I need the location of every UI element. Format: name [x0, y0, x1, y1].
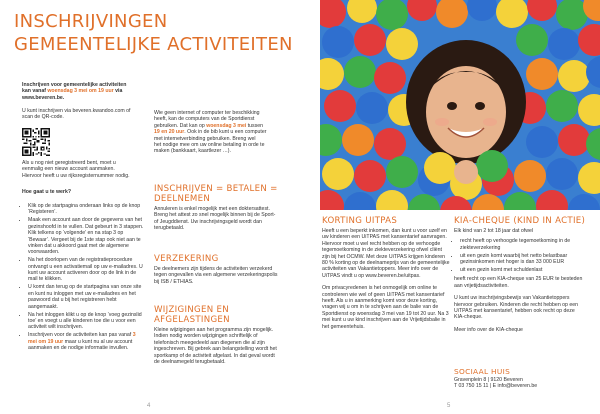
step-item: • Maak een account aan door de gegevens van het gezinshoofd in te vullen. Dat gebeurt in 3 stappen. Klik telkens op ‘volgende’ en na stap 3 op ‘Bewaar’. Vergeet bij de 1ste stap ook niet aan te vinken dat u akkoord gaat met de algemene voorwaarden. [28, 217, 144, 255]
page-number-right: 5 [447, 403, 451, 409]
changes-heading-line: WIJZIGINGEN EN [154, 305, 229, 315]
steps-list [22, 203, 144, 353]
step-item [28, 332, 144, 351]
sociaal-huis-phone-email: T 03 750 15 11 | E info@beveren.be [454, 383, 538, 390]
no-computer-text-c: tussen [246, 122, 264, 129]
kia-text [454, 228, 586, 333]
no-account-line: Als u nog niet geregistreerd bent, moet u [22, 160, 116, 166]
how-heading: Hoe gaat u te werk? [22, 189, 72, 195]
no-account-text [22, 160, 144, 179]
qr-code[interactable] [22, 128, 50, 156]
page-number-left: 4 [147, 403, 151, 409]
ball-pit-illustration [320, 0, 600, 210]
kia-bullet: • uit een gezin komt met schuldenlast [460, 267, 586, 273]
sociaal-huis-address: Gravenplein 8 | 9120 Beveren [454, 377, 523, 383]
sociaal-huis-heading: SOCIAAL HUIS [454, 367, 511, 376]
payment-heading-line: DEELNEMEN [154, 194, 211, 204]
kia-paragraph: U kunt uw inschrijvingsbewijs van Vakantietoppers hiervoor gebruiken. Kinderen die recht hebben op een UiTPAS met kansentarief, hebben ook recht op deze KIA-cheque. [454, 295, 579, 321]
intro-line: Inschrijven voor gemeentelijke activiteiten [22, 82, 127, 88]
page-title-line1: INSCHRIJVINGEN [14, 11, 168, 32]
intro-text [22, 82, 144, 101]
qr-instructions [22, 108, 144, 121]
step-item: • Klik op de startpagina onderaan links op de knop ‘Registeren’. [28, 203, 144, 216]
kia-bullet: • recht heeft op verhoogde tegemoetkoming in de ziekteverzekering [460, 238, 586, 251]
kia-heading: KIA-CHEQUE (KIND IN ACTIE) [454, 216, 586, 226]
changes-text: Kleine wijzigingen aan het programma zijn mogelijk. Indien nodig worden wijzigingen schriftelijk of telefonisch meegedeeld aan diegenen die al zijn ingeschreven. Bij gebrek aan belangstelling wordt het sportkamp of de activiteit afgelast. In dat geval wordt de deelnamegeld terugbetaald. [154, 327, 277, 366]
no-computer-line: heeft, kan de computers van de Sportdienst [154, 116, 255, 123]
page-title-line2: GEMEENTELIJKE ACTIVITEITEN [14, 34, 293, 55]
no-computer-time: 19 en 20 uur [154, 129, 185, 136]
no-computer-line: met internetverbinding gebruiken. Breng wel [154, 135, 256, 142]
intro-website[interactable]: www.beveren.be. [22, 94, 65, 101]
kia-paragraph: heeft recht op een KIA-cheque van 25 EUR te besteden aan vrijetijdsactiviteiten. [454, 276, 583, 289]
intro-text-c: via [113, 88, 123, 95]
changes-heading-line: AFGELASTINGEN [154, 315, 230, 325]
intro-date: woensdag 3 mei om 19 uur [47, 88, 114, 95]
no-computer-line: het nodige mee om uw online betaling in orde te [154, 142, 265, 149]
payment-heading-line: INSCHRIJVEN = BETALEN = [154, 184, 278, 194]
step-item: • Na het inloggen klikt u op de knop ‘voeg gezinslid toe’ en voegt u alle kinderen toe die u voor een activiteit wilt inschrijven. [28, 312, 144, 331]
no-computer-text-a: gebruiken. Dat kan op [154, 122, 207, 129]
qr-text-line: U kunt inschrijven via beveren.kwandoo.com of [22, 108, 131, 114]
payment-heading [154, 184, 278, 204]
uitpas-heading: KORTING UITPAS [322, 216, 398, 226]
step-date: 3 mei om 19 uur [28, 332, 136, 345]
step-text: Inschrijven voor de activiteiten kan pas vanaf [28, 332, 133, 339]
qr-text-line: scan de QR-code. [22, 114, 64, 121]
ball-pit-photo [320, 0, 600, 210]
insurance-text: De deelnemers zijn tijdens de activiteiten verzekerd tegen ongevallen via een algemene verzekeringspolis bij ISB / ETHIAS. [154, 266, 278, 285]
no-account-line: eenmalig een nieuw account aanmaken. [22, 166, 115, 173]
uitpas-text [322, 228, 450, 330]
step-text: maar u kunt nu al uw account aanmaken en de nodige informatie invullen. [28, 338, 133, 352]
kia-intro: Elk kind van 2 tot 18 jaar dat ofwel [454, 228, 534, 234]
intro-text-a: kan vanaf [22, 88, 48, 95]
no-computer-text-b: . Ook in de bib kunt u een computer [184, 129, 267, 136]
sociaal-huis-contact [454, 377, 586, 390]
payment-text: Annuleren is enkel mogelijk met een doktersattest. Breng het attest zo snel mogelijk binnen bij de Sport- of Jeugddienst. Uw inschrijvingsgeld wordt dan terugbetaald. [154, 206, 276, 232]
no-account-line: Hiervoor heeft u uw rijksregisternummer nodig. [22, 172, 130, 179]
kia-bullet: • uit een gezin komt waarbij het netto belastbaar gezinsinkomen niet hoger is dan 33 000 EUR [460, 253, 586, 266]
no-computer-date: woensdag 3 mei [206, 122, 247, 129]
qr-code-graphic [22, 128, 50, 156]
no-computer-line: Wie geen internet of computer ter beschikking [154, 110, 260, 116]
uitpas-paragraph: Heeft u een beperkt inkomen, dan kunt u voor uzelf en uw kinderen een UiTPAS met kansentarief aanvragen. Hiervoor moet u wel recht hebben op de verhoogde tegemoetkoming in de ziekteverzekering ofwel cliënt zijn bij het OCMW. Met deze UiTPAS krijgen kinderen 80 % korting op de deelnameprijs van de gemeentelijke activiteiten van Vakantietoppers. Meer info over de UiTPAS vindt u op www.beveren.be/uitpas. [322, 228, 450, 279]
uitpas-paragraph: Om privacyredenen is het onmogelijk om online te controleren wie wel of geen UiTPAS met kansentarief heeft. Als u in aanmerking komt voor deze korting, vragen wij u om in te schrijven aan de balie van de Sportdienst op woensdag 3 mei van 19 tot 20 uur. Na 3 mei kunt u uw kind inschrijven aan de Vrijetijdsbalie in het gemeentehuis. [322, 285, 449, 330]
no-computer-text [154, 110, 278, 155]
insurance-heading: VERZEKERING [154, 254, 219, 264]
kia-more-info: Meer info over de KIA-cheque [454, 326, 523, 333]
step-item: • U komt dan terug op de startpagina van onze site en kunt nu inloggen met uw e-mailadres en het paswoord dat u bij het registreren hebt aangemaakt. [28, 284, 144, 310]
changes-heading [154, 305, 230, 325]
no-computer-line: maken (bankkaart, kaartlezer …). [154, 148, 231, 155]
step-item: • Na het doorlopen van de registratieprocedure ontvangt u een activatiemail op uw e-mailadres. U kunt uw account activeren door op de link in de mail te klikken. [28, 257, 144, 283]
